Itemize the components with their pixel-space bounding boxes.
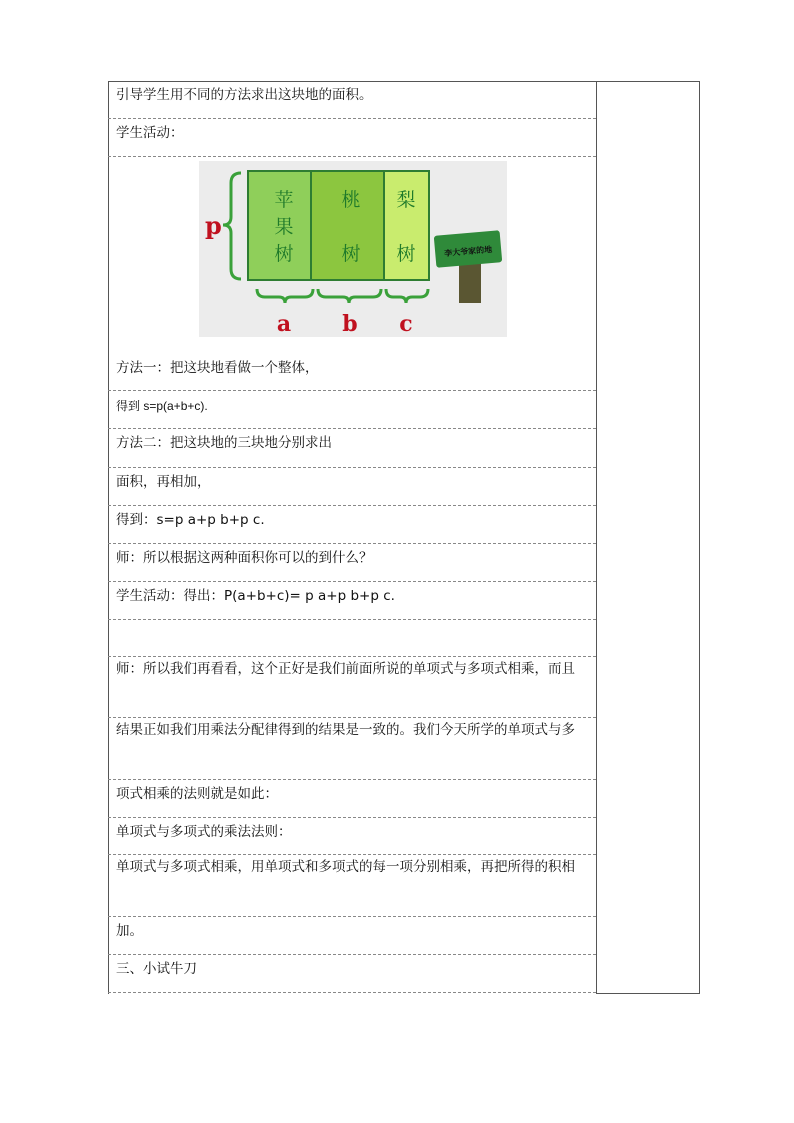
figure-spacer	[108, 337, 596, 353]
bottom-label-b: b	[342, 311, 358, 337]
plot-pear-label: 梨	[396, 189, 416, 211]
side-label-p: p	[205, 211, 222, 240]
brace-b	[318, 289, 381, 303]
text-row-12: 项式相乘的法则就是如此：	[108, 780, 596, 818]
svg-text:树: 树	[396, 243, 416, 265]
bottom-label-c: c	[399, 311, 413, 337]
text-row-2: 学生活动：	[108, 119, 596, 157]
plot-apple-label: 苹	[274, 189, 294, 211]
text-row-6: 面积，再相加，	[108, 468, 596, 506]
brace-a	[257, 289, 313, 303]
text-row-10: 师：所以我们再看看，这个正好是我们前面所说的单项式与多项式相乘，而且	[108, 657, 596, 718]
text-row-3: 方法一：把这块地看做一个整体，	[108, 352, 596, 391]
notes-column	[596, 81, 700, 994]
bottom-label-a: a	[276, 311, 292, 337]
text-row-1: 引导学生用不同的方法求出这块地的面积。	[108, 81, 596, 119]
sign-text: 李大爷家的地	[443, 244, 493, 259]
svg-text:果: 果	[274, 216, 294, 238]
text-row-11: 结果正如我们用乘法分配律得到的结果是一致的。我们今天所学的单项式与多	[108, 718, 596, 780]
text-row-16: 三、小试牛刀	[108, 955, 596, 993]
text-row-9: 学生活动：得出：P(a+b+c)= p a+p b+p c.	[108, 582, 596, 620]
text-row-7: 得到：s=p a+p b+p c.	[108, 506, 596, 544]
text-row-14: 单项式与多项式相乘，用单项式和多项式的每一项分别相乘，再把所得的积相	[108, 855, 596, 917]
left-brace	[223, 173, 241, 279]
text-row-8: 师：所以根据这两种面积你可以的到什么？	[108, 544, 596, 582]
plot-peach-label: 桃	[341, 189, 361, 211]
svg-text:树: 树	[341, 243, 361, 265]
garden-figure	[199, 161, 507, 337]
text-row-empty	[108, 620, 596, 657]
text-row-13: 单项式与多项式的乘法法则：	[108, 818, 596, 855]
sign-post	[459, 261, 481, 303]
text-row-4: 得到 s=p(a+b+c).	[108, 391, 596, 429]
svg-text:树: 树	[274, 243, 294, 265]
text-row-15: 加。	[108, 917, 596, 955]
text-row-5: 方法二：把这块地的三块地分别求出	[108, 429, 596, 468]
brace-c	[386, 289, 428, 303]
